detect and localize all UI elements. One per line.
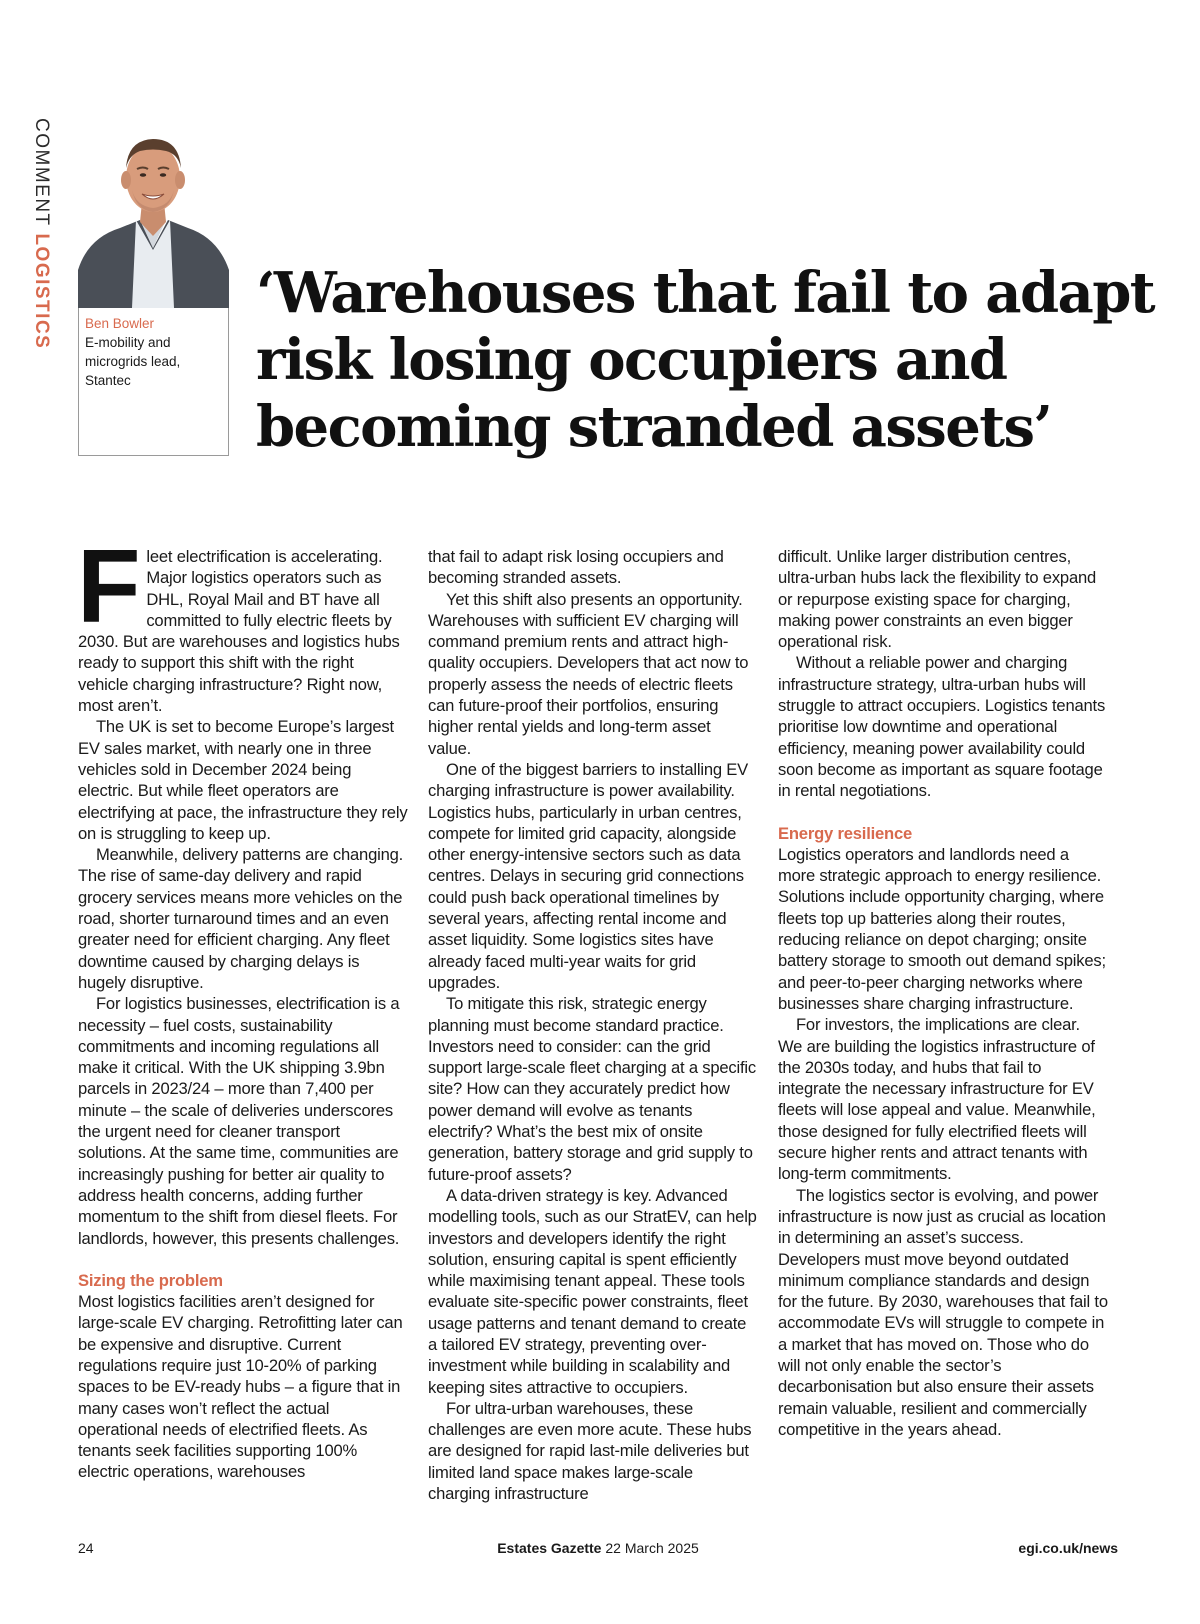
section-label: COMMENT: [31, 118, 52, 227]
paragraph: To mitigate this risk, strategic energy planning must become standard practice. Investors need to consider: can the grid support large-scale fleet charging at a specific site? How can they accurately predict how power demand will evolve as tenants electrify? What’s the best mix of onsite generation, battery storage and grid supply to future-proof assets?: [428, 994, 756, 1184]
paragraph: Meanwhile, delivery patterns are changing. The rise of same-day delivery and rapid grocery services means more vehicles on the road, shorter turnaround times and an even greater need for efficient charging. Any fleet downtime caused by charging delays is hugely disruptive.: [78, 845, 404, 992]
page-number: 24: [78, 1540, 94, 1556]
section-accent: LOGISTICS: [31, 233, 52, 350]
paragraph: Yet this shift also presents an opportunity. Warehouses with sufficient EV charging will command premium rents and attract high-quality occupiers. Developers that act now to properly assess the needs of electric fleets can future-proof their portfolios, ensuring higher rental yields and long-term asset value.: [428, 589, 749, 758]
paragraph: The logistics sector is evolving, and power infrastructure is now just as crucial as location in determining an asset’s success. Developers must move beyond outdated minimum compliance standards and design for the future. By 2030, warehouses that fail to accommodate EVs will struggle to compete in a market that has moved on. Those who do will not only enable the sector’s decarbonisation but also ensure their assets remain valuable, resilient and commercially competitive in the years ahead.: [778, 1185, 1108, 1439]
paragraph: For investors, the implications are clear. We are building the logistics infrastructure of the 2030s today, and hubs that fail to integrate the necessary infrastructure for EV fleets will lose appeal and value. Meanwhile, those designed for fully electrified fleets will secure higher rents and attract tenants with long-term commitments.: [778, 1015, 1096, 1184]
paragraph: One of the biggest barriers to installing EV charging infrastructure is power availability. Logistics hubs, particularly in urban centres, compete for limited grid capacity, alongside other energy-intensive sectors such as data centres. Delays in securing grid connections could push back operational timelines by several years, affecting rental income and asset liquidity. Some logistics sites have already faced multi-year waits for grid upgrades.: [428, 759, 749, 992]
page-footer: [78, 1540, 1118, 1562]
publication-name: Estates Gazette: [497, 1540, 602, 1556]
author-portrait: [78, 120, 229, 308]
publication-info: [78, 1540, 1118, 1556]
paragraph: Without a reliable power and charging infrastructure strategy, ultra-urban hubs will struggle to attract occupiers. Logistics tenants prioritise low downtime and operational efficiency, meaning power availability could soon become as important as square footage in rental negotiations.: [778, 653, 1106, 801]
publication-date: 22 March 2025: [605, 1540, 699, 1556]
headline: ‘Warehouses that fail to adapt risk losing occupiers and becoming stranded assets’: [256, 260, 1155, 460]
author-role: E-mobility and microgrids lead, Stantec: [85, 335, 181, 388]
column-2: [428, 546, 758, 1504]
author-box: [78, 120, 229, 456]
footer-url[interactable]: egi.co.uk/news: [1018, 1540, 1118, 1556]
paragraph: A data-driven strategy is key. Advanced modelling tools, such as our StratEV, can help investors and developers identify the right solution, ensuring capital is spent efficiently while maximising tenant appeal. These tools evaluate site-specific power constraints, fleet usage patterns and tenant demand to create a tailored EV strategy, preventing over-investment while building in scalability and keeping sites attractive to occupiers.: [428, 1185, 757, 1397]
paragraph: that fail to adapt risk losing occupiers and becoming stranded assets.: [428, 547, 724, 588]
author-byline: [85, 314, 225, 390]
paragraph: For ultra-urban warehouses, these challenges are even more acute. These hubs are designed for rapid last-mile deliveries but limited land space makes large-scale charging infrastructure: [428, 1398, 752, 1504]
author-name: Ben Bowler: [85, 316, 155, 331]
drop-cap: F: [77, 529, 141, 645]
paragraph: difficult. Unlike larger distribution centres, ultra-urban hubs lack the flexibility to expand or repurpose existing space for charging, making power constraints an even bigger operational risk.: [778, 547, 1097, 652]
paragraph: Most logistics facilities aren’t designed for large-scale EV charging. Retrofitting later can be expensive and disruptive. Current regulations require just 10-20% of parking spaces to be EV-ready hubs – a figure that in many cases won’t reflect the actual operational needs of electrified fleets. As tenants seek facilities supporting 100% electric operations, warehouses: [78, 1292, 403, 1482]
article-body: [77, 529, 1118, 1526]
paragraph: leet electrification is accelerating. Major logistics operators such as DHL, Royal Mail and BT have all committed to fully electric fleets by 2030. But are warehouses and logistics hubs ready to support this shift with the right vehicle charging infrastructure? Right now, most aren’t.: [78, 547, 400, 716]
author-portrait-image: [78, 120, 229, 308]
subheading-energy-resilience: Energy resilience: [778, 823, 913, 843]
section-tag: [30, 118, 52, 349]
column-3: [778, 546, 1108, 1440]
subheading-sizing-the-problem: Sizing the problem: [78, 1270, 223, 1290]
paragraph: The UK is set to become Europe’s largest EV sales market, with nearly one in three vehicles sold in December 2024 being electric. But while fleet operators are electrifying at pace, the infrastructure they rely on is struggling to keep up.: [78, 717, 408, 843]
paragraph: For logistics businesses, electrification is a necessity – fuel costs, sustainability commitments and incoming regulations all make it critical. With the UK shipping 3.9bn parcels in 2023/24 – more than 7,400 per minute – the scale of deliveries underscores the urgent need for cleaner transport solutions. At the same time, communities are increasingly pushing for better air quality to address health concerns, adding further momentum to the shift from diesel fleets. For landlords, however, this presents challenges.: [78, 994, 400, 1248]
column-1: [77, 529, 408, 1483]
paragraph: Logistics operators and landlords need a more strategic approach to energy resilience. Solutions include opportunity charging, where fleets top up batteries along their routes, reducing reliance on depot charging; onsite battery storage to smooth out demand spikes; and peer-to-peer charging networks where businesses share charging infrastructure.: [778, 844, 1106, 1013]
